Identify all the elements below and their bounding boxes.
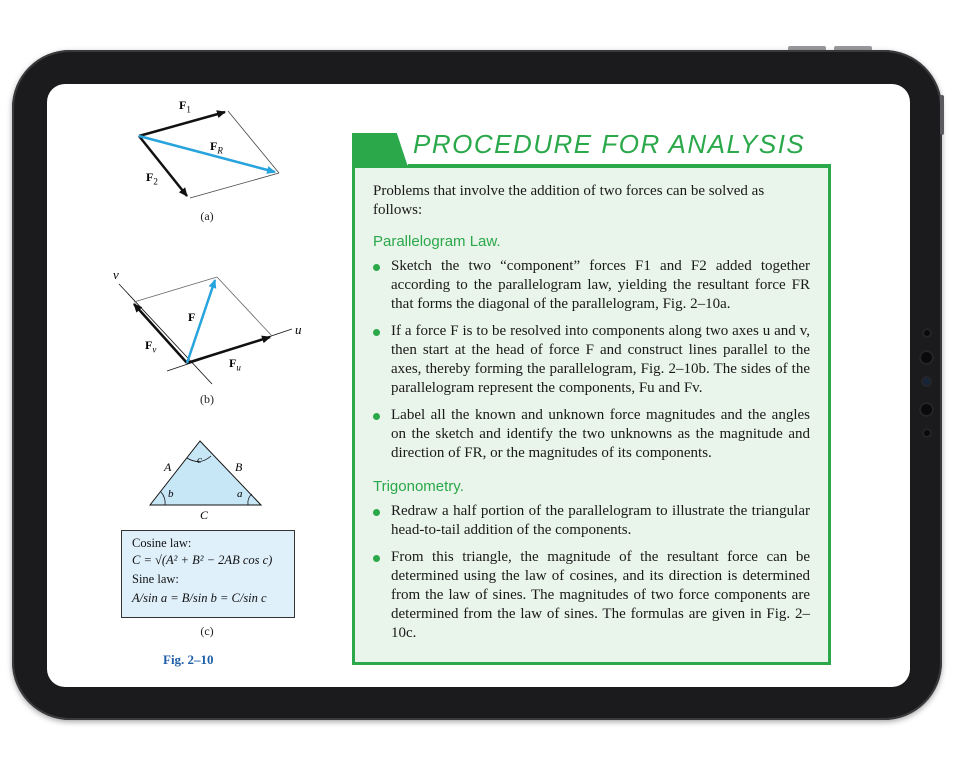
bullet-icon xyxy=(373,509,380,516)
tablet-screen xyxy=(47,84,910,687)
f1-arrow xyxy=(139,112,225,136)
label-B: B xyxy=(235,460,243,474)
sine-law-label: Sine law: xyxy=(132,572,179,586)
list-item: Sketch the two “component” forces F1 and F2 added together according to the parallelogram law, yielding the resultant force FR that forms the diagonal of the parallelogram, Fig. 2–10a. xyxy=(373,257,810,314)
sine-law-formula: A/sin a = B/sin b = C/sin c xyxy=(132,591,267,605)
label-fv: $F_v$ xyxy=(145,338,157,355)
camera-4 xyxy=(922,428,932,438)
caption-b: (b) xyxy=(200,392,214,406)
f2-arrow xyxy=(139,136,187,196)
label-f2: $F_2$ xyxy=(146,170,158,187)
figure-title: Fig. 2–10 xyxy=(163,652,214,667)
label-v: v xyxy=(113,267,119,282)
procedure-content xyxy=(373,182,810,651)
label-b: b xyxy=(168,488,174,500)
law-box xyxy=(121,530,295,618)
procedure-panel xyxy=(352,129,831,661)
parallel-line-3 xyxy=(134,277,217,302)
label-u: u xyxy=(295,322,302,337)
camera-3 xyxy=(919,402,934,417)
parallel-line-2 xyxy=(190,173,279,198)
fr-arrow xyxy=(139,136,275,172)
power-button xyxy=(940,95,944,135)
bullet-icon xyxy=(373,555,380,562)
label-fu: $F_u$ xyxy=(229,356,241,373)
list-item: From this triangle, the magnitude of the resultant force can be determined using the law of cosines, and its direction is determined from the law of sines. The magnitudes of two force components are determined from the law of sines. The formulas are given in Fig. 2–10c. xyxy=(373,548,810,643)
figure-column xyxy=(47,84,347,687)
header-flag xyxy=(352,133,408,167)
list-item: Label all the known and unknown force magnitudes and the angles on the sketch and identify the two unknowns as the magnitude and direction of FR, or the magnitudes of its components. xyxy=(373,406,810,463)
bullet-icon xyxy=(373,329,380,336)
parallel-line-4 xyxy=(217,277,272,336)
cosine-law-label: Cosine law: xyxy=(132,536,192,550)
label-f: F xyxy=(188,310,196,324)
list-item: Redraw a half portion of the parallelogram to illustrate the triangular head-to-tail addition of the components. xyxy=(373,502,810,540)
camera-1 xyxy=(922,328,932,338)
caption-c: (c) xyxy=(200,624,214,638)
list-item: If a force F is to be resolved into components along two axes u and v, then start at the head of force F and construct lines parallel to the axes, thereby forming the parallelogram, Fig. 2–10b. The sides of the parallelogram represent the components, Fu and Fv. xyxy=(373,322,810,398)
procedure-title: PROCEDURE FOR ANALYSIS xyxy=(413,129,806,159)
procedure-box xyxy=(352,165,831,665)
parallel-line-1 xyxy=(228,111,279,173)
caption-a: (a) xyxy=(200,209,214,223)
figure-b xyxy=(119,277,292,384)
camera-lens xyxy=(921,376,932,387)
cosine-law-formula: C = √(A² + B² − 2AB cos c) xyxy=(132,553,273,567)
label-A: A xyxy=(164,460,172,474)
label-c: c xyxy=(197,454,202,466)
label-a: a xyxy=(237,488,243,500)
camera-2 xyxy=(919,350,934,365)
figure-a xyxy=(139,111,279,198)
fv-arrow xyxy=(134,304,187,363)
section-heading-parallelogram: Parallelogram Law. xyxy=(373,233,501,250)
bullet-icon xyxy=(373,413,380,420)
label-f1: $F_1$ xyxy=(179,98,191,115)
section-heading-trigonometry: Trigonometry. xyxy=(373,478,464,495)
intro-text: Problems that involve the addition of two forces can be solved as follows: xyxy=(373,183,765,218)
label-C: C xyxy=(200,508,209,522)
bullet-icon xyxy=(373,264,380,271)
label-fr: $F_R$ xyxy=(210,139,223,156)
